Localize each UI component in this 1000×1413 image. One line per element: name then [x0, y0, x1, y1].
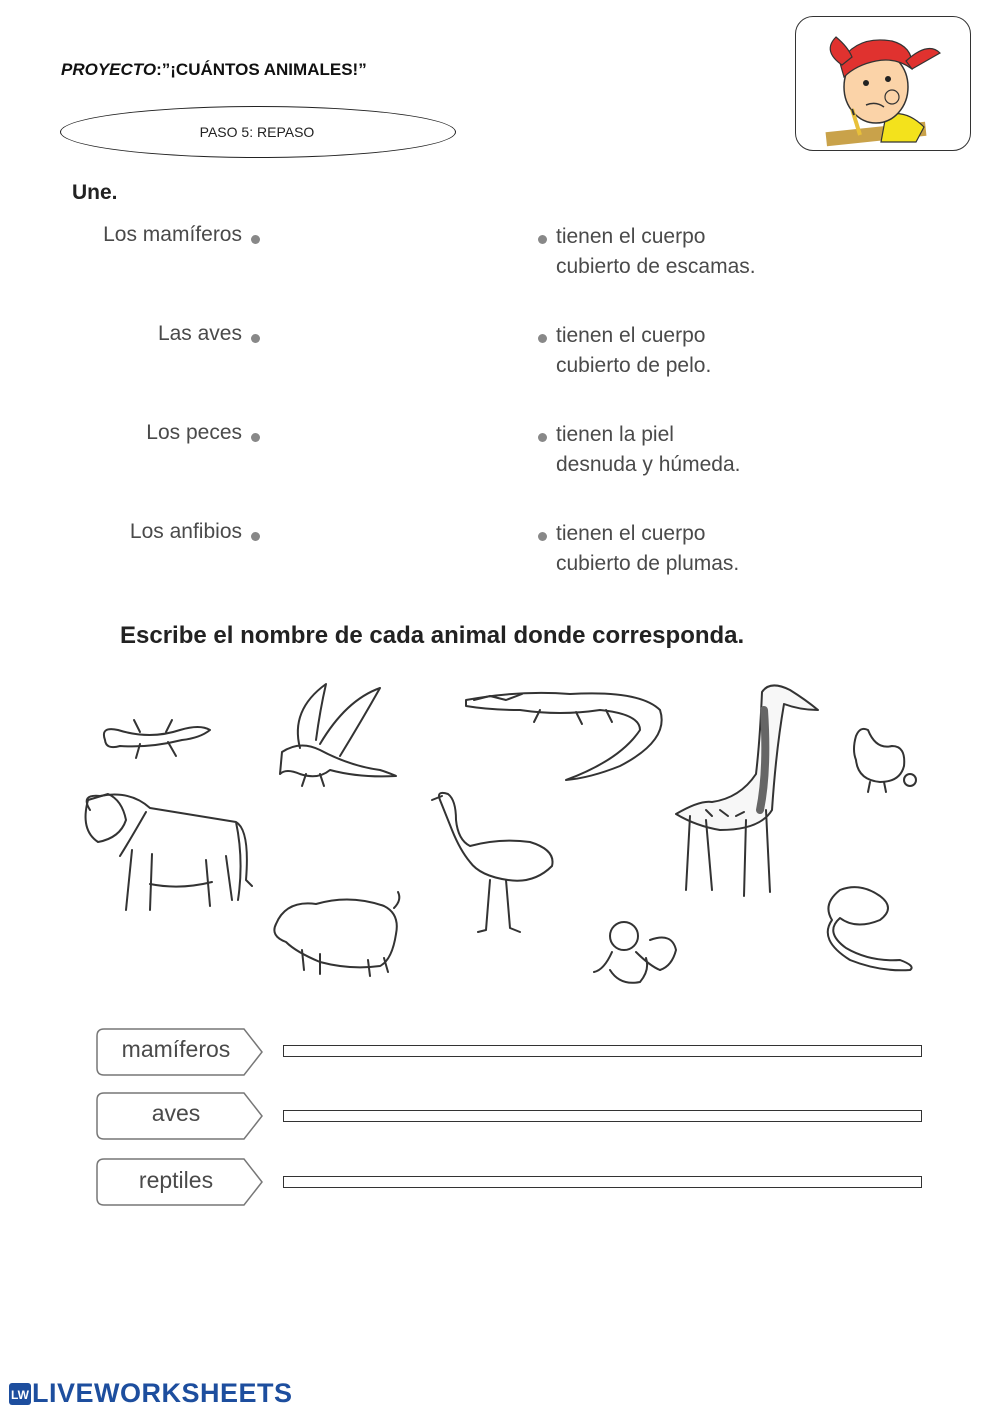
classify-instruction: Escribe el nombre de cada animal donde corresponda. — [120, 622, 745, 649]
liveworksheets-wordmark: LIVEWORKSHEETS — [32, 1378, 293, 1408]
crocodile-icon — [466, 693, 662, 780]
giraffe-icon — [676, 685, 818, 896]
lion-icon — [86, 794, 252, 910]
lizard-icon — [104, 720, 210, 758]
pig-icon — [274, 892, 399, 976]
svg-text:LW: LW — [11, 1387, 29, 1402]
category-label-reptiles: reptiles — [138, 1167, 214, 1193]
left-term-anfibios: Los anfibios — [129, 520, 242, 543]
match-dot-right-2[interactable] — [538, 334, 547, 343]
snake-icon — [828, 887, 912, 970]
match-dot-right-1[interactable] — [538, 235, 547, 244]
matching-heading: Une. — [72, 181, 118, 204]
step-label: PASO 5: REPASO — [199, 124, 315, 140]
left-term-peces: Los peces — [146, 421, 242, 444]
hen-icon — [854, 729, 916, 792]
animal-illustrations — [0, 670, 1000, 1000]
liveworksheets-logo[interactable] — [8, 1378, 293, 1409]
worksheet-title — [61, 60, 367, 80]
step-oval — [60, 106, 456, 158]
title-prefix: PROYECTO — [61, 60, 157, 79]
match-dot-left-1[interactable] — [251, 235, 260, 244]
left-term-mamiferos: Los mamíferos — [103, 223, 242, 246]
liveworksheets-badge-icon — [8, 1382, 32, 1406]
ostrich-icon — [432, 793, 553, 932]
match-dot-left-2[interactable] — [251, 334, 260, 343]
girl-thinking-icon — [796, 17, 971, 151]
right-desc-piel: tienen la piel desnuda y húmeda. — [556, 423, 741, 476]
left-term-aves: Las aves — [157, 322, 242, 345]
match-dot-left-4[interactable] — [251, 532, 260, 541]
answer-field-aves[interactable] — [283, 1110, 922, 1122]
category-label-mamiferos: mamíferos — [121, 1036, 231, 1062]
monkey-icon — [594, 922, 676, 983]
match-dot-right-4[interactable] — [538, 532, 547, 541]
answer-field-mamiferos[interactable] — [283, 1045, 922, 1057]
mascot-image — [795, 16, 971, 151]
match-dot-left-3[interactable] — [251, 433, 260, 442]
right-desc-escamas: tienen el cuerpo cubierto de escamas. — [556, 225, 756, 278]
right-desc-pelo: tienen el cuerpo cubierto de pelo. — [556, 324, 712, 377]
answer-field-reptiles[interactable] — [283, 1176, 922, 1188]
right-desc-plumas: tienen el cuerpo cubierto de plumas. — [556, 522, 740, 575]
title-rest: :”¡CUÁNTOS ANIMALES!” — [156, 60, 367, 79]
category-label-aves: aves — [151, 1100, 201, 1126]
match-dot-right-3[interactable] — [538, 433, 547, 442]
eagle-icon — [280, 684, 396, 786]
